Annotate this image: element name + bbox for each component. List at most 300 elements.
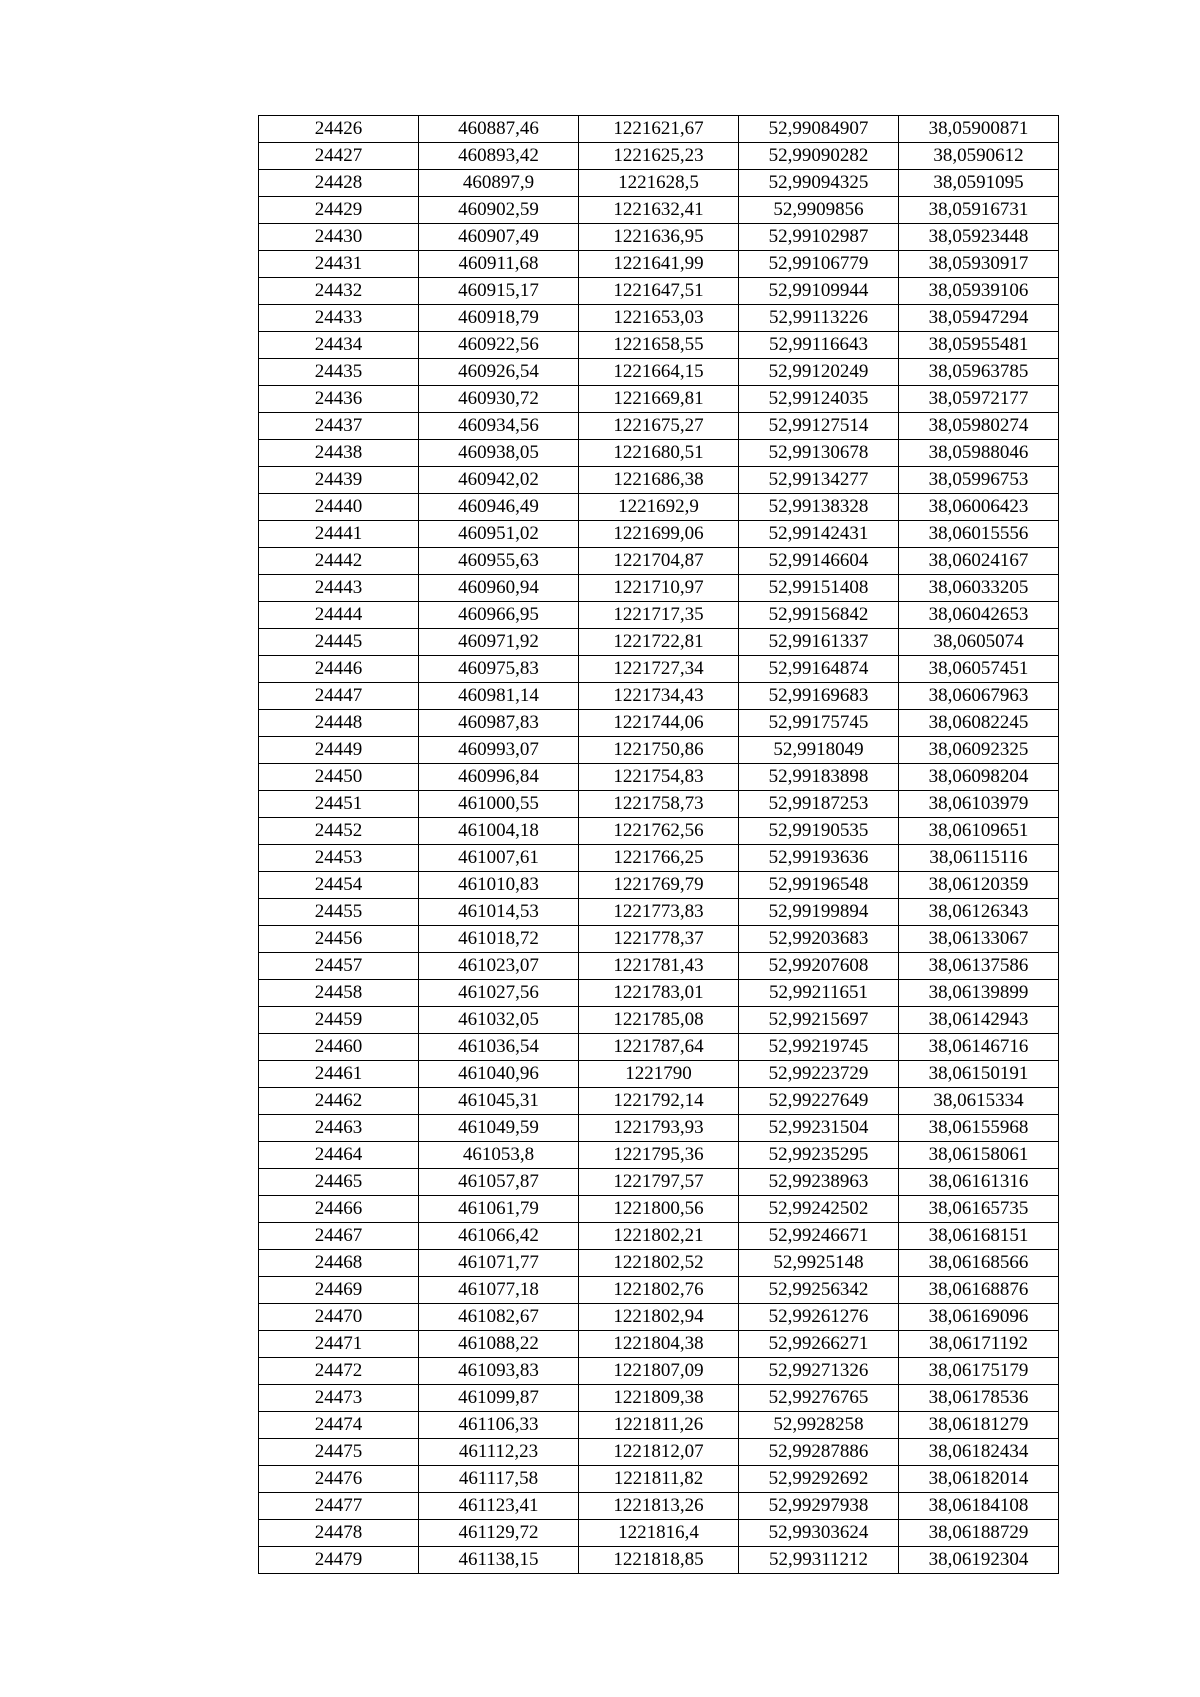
latitude-cell: 52,99219745 [739, 1034, 899, 1061]
point-number-cell: 24455 [259, 899, 419, 926]
table-row [259, 602, 1059, 629]
longitude-cell: 38,05980274 [899, 413, 1059, 440]
table-row [259, 305, 1059, 332]
point-number-cell: 24471 [259, 1331, 419, 1358]
point-number-cell: 24442 [259, 548, 419, 575]
table-row [259, 656, 1059, 683]
longitude-cell: 38,06181279 [899, 1412, 1059, 1439]
table-row [259, 1088, 1059, 1115]
table-row [259, 629, 1059, 656]
longitude-cell: 38,05930917 [899, 251, 1059, 278]
x-coordinate-cell: 461117,58 [419, 1466, 579, 1493]
latitude-cell: 52,99207608 [739, 953, 899, 980]
point-number-cell: 24431 [259, 251, 419, 278]
table-row [259, 1223, 1059, 1250]
y-coordinate-cell: 1221773,83 [579, 899, 739, 926]
x-coordinate-cell: 461018,72 [419, 926, 579, 953]
table-row [259, 1493, 1059, 1520]
table-row [259, 1466, 1059, 1493]
point-number-cell: 24475 [259, 1439, 419, 1466]
x-coordinate-cell: 460922,56 [419, 332, 579, 359]
latitude-cell: 52,99187253 [739, 791, 899, 818]
y-coordinate-cell: 1221625,23 [579, 143, 739, 170]
x-coordinate-cell: 461106,33 [419, 1412, 579, 1439]
table-row [259, 737, 1059, 764]
x-coordinate-cell: 460966,95 [419, 602, 579, 629]
point-number-cell: 24444 [259, 602, 419, 629]
x-coordinate-cell: 461053,8 [419, 1142, 579, 1169]
point-number-cell: 24469 [259, 1277, 419, 1304]
y-coordinate-cell: 1221818,85 [579, 1547, 739, 1574]
table-row [259, 440, 1059, 467]
table-body [259, 116, 1059, 1574]
point-number-cell: 24427 [259, 143, 419, 170]
x-coordinate-cell: 461027,56 [419, 980, 579, 1007]
y-coordinate-cell: 1221769,79 [579, 872, 739, 899]
y-coordinate-cell: 1221800,56 [579, 1196, 739, 1223]
longitude-cell: 38,05988046 [899, 440, 1059, 467]
table-row [259, 170, 1059, 197]
point-number-cell: 24446 [259, 656, 419, 683]
x-coordinate-cell: 460996,84 [419, 764, 579, 791]
longitude-cell: 38,0605074 [899, 629, 1059, 656]
latitude-cell: 52,99113226 [739, 305, 899, 332]
point-number-cell: 24457 [259, 953, 419, 980]
y-coordinate-cell: 1221704,87 [579, 548, 739, 575]
longitude-cell: 38,06057451 [899, 656, 1059, 683]
point-number-cell: 24443 [259, 575, 419, 602]
x-coordinate-cell: 460960,94 [419, 575, 579, 602]
x-coordinate-cell: 460915,17 [419, 278, 579, 305]
point-number-cell: 24451 [259, 791, 419, 818]
longitude-cell: 38,06184108 [899, 1493, 1059, 1520]
point-number-cell: 24458 [259, 980, 419, 1007]
table-row [259, 251, 1059, 278]
point-number-cell: 24447 [259, 683, 419, 710]
table-row [259, 1196, 1059, 1223]
latitude-cell: 52,99227649 [739, 1088, 899, 1115]
latitude-cell: 52,99102987 [739, 224, 899, 251]
y-coordinate-cell: 1221692,9 [579, 494, 739, 521]
table-row [259, 1385, 1059, 1412]
point-number-cell: 24430 [259, 224, 419, 251]
x-coordinate-cell: 461007,61 [419, 845, 579, 872]
latitude-cell: 52,99199894 [739, 899, 899, 926]
x-coordinate-cell: 460887,46 [419, 116, 579, 143]
y-coordinate-cell: 1221727,34 [579, 656, 739, 683]
y-coordinate-cell: 1221636,95 [579, 224, 739, 251]
table-row [259, 926, 1059, 953]
point-number-cell: 24426 [259, 116, 419, 143]
x-coordinate-cell: 461129,72 [419, 1520, 579, 1547]
latitude-cell: 52,99116643 [739, 332, 899, 359]
point-number-cell: 24473 [259, 1385, 419, 1412]
table-row [259, 332, 1059, 359]
longitude-cell: 38,06006423 [899, 494, 1059, 521]
table-row [259, 278, 1059, 305]
x-coordinate-cell: 461023,07 [419, 953, 579, 980]
x-coordinate-cell: 460930,72 [419, 386, 579, 413]
x-coordinate-cell: 461040,96 [419, 1061, 579, 1088]
x-coordinate-cell: 461036,54 [419, 1034, 579, 1061]
y-coordinate-cell: 1221632,41 [579, 197, 739, 224]
latitude-cell: 52,99109944 [739, 278, 899, 305]
table-row [259, 116, 1059, 143]
longitude-cell: 38,06175179 [899, 1358, 1059, 1385]
y-coordinate-cell: 1221778,37 [579, 926, 739, 953]
x-coordinate-cell: 460934,56 [419, 413, 579, 440]
y-coordinate-cell: 1221804,38 [579, 1331, 739, 1358]
longitude-cell: 38,05939106 [899, 278, 1059, 305]
longitude-cell: 38,05923448 [899, 224, 1059, 251]
latitude-cell: 52,99246671 [739, 1223, 899, 1250]
latitude-cell: 52,99203683 [739, 926, 899, 953]
point-number-cell: 24435 [259, 359, 419, 386]
y-coordinate-cell: 1221621,67 [579, 116, 739, 143]
y-coordinate-cell: 1221686,38 [579, 467, 739, 494]
longitude-cell: 38,06142943 [899, 1007, 1059, 1034]
latitude-cell: 52,99175745 [739, 710, 899, 737]
longitude-cell: 38,06139899 [899, 980, 1059, 1007]
table-row [259, 1034, 1059, 1061]
x-coordinate-cell: 460918,79 [419, 305, 579, 332]
x-coordinate-cell: 460955,63 [419, 548, 579, 575]
table-row [259, 1007, 1059, 1034]
longitude-cell: 38,05955481 [899, 332, 1059, 359]
point-number-cell: 24476 [259, 1466, 419, 1493]
table-row [259, 413, 1059, 440]
x-coordinate-cell: 461138,15 [419, 1547, 579, 1574]
table-row [259, 1547, 1059, 1574]
latitude-cell: 52,9925148 [739, 1250, 899, 1277]
longitude-cell: 38,06161316 [899, 1169, 1059, 1196]
latitude-cell: 52,99134277 [739, 467, 899, 494]
latitude-cell: 52,99138328 [739, 494, 899, 521]
table-row [259, 224, 1059, 251]
longitude-cell: 38,06168876 [899, 1277, 1059, 1304]
x-coordinate-cell: 461123,41 [419, 1493, 579, 1520]
y-coordinate-cell: 1221754,83 [579, 764, 739, 791]
table-row [259, 1304, 1059, 1331]
point-number-cell: 24449 [259, 737, 419, 764]
table-row [259, 494, 1059, 521]
y-coordinate-cell: 1221807,09 [579, 1358, 739, 1385]
y-coordinate-cell: 1221783,01 [579, 980, 739, 1007]
latitude-cell: 52,9928258 [739, 1412, 899, 1439]
longitude-cell: 38,06120359 [899, 872, 1059, 899]
longitude-cell: 38,05972177 [899, 386, 1059, 413]
point-number-cell: 24467 [259, 1223, 419, 1250]
point-number-cell: 24436 [259, 386, 419, 413]
latitude-cell: 52,99223729 [739, 1061, 899, 1088]
longitude-cell: 38,06103979 [899, 791, 1059, 818]
y-coordinate-cell: 1221785,08 [579, 1007, 739, 1034]
point-number-cell: 24461 [259, 1061, 419, 1088]
y-coordinate-cell: 1221710,97 [579, 575, 739, 602]
point-number-cell: 24441 [259, 521, 419, 548]
longitude-cell: 38,05996753 [899, 467, 1059, 494]
point-number-cell: 24460 [259, 1034, 419, 1061]
table-row [259, 683, 1059, 710]
longitude-cell: 38,06133067 [899, 926, 1059, 953]
longitude-cell: 38,06146716 [899, 1034, 1059, 1061]
longitude-cell: 38,06171192 [899, 1331, 1059, 1358]
latitude-cell: 52,99261276 [739, 1304, 899, 1331]
y-coordinate-cell: 1221795,36 [579, 1142, 739, 1169]
latitude-cell: 52,99151408 [739, 575, 899, 602]
x-coordinate-cell: 460907,49 [419, 224, 579, 251]
longitude-cell: 38,06192304 [899, 1547, 1059, 1574]
y-coordinate-cell: 1221734,43 [579, 683, 739, 710]
y-coordinate-cell: 1221680,51 [579, 440, 739, 467]
longitude-cell: 38,06168151 [899, 1223, 1059, 1250]
table-row [259, 1115, 1059, 1142]
table-row [259, 1412, 1059, 1439]
longitude-cell: 38,05947294 [899, 305, 1059, 332]
point-number-cell: 24434 [259, 332, 419, 359]
x-coordinate-cell: 461032,05 [419, 1007, 579, 1034]
point-number-cell: 24445 [259, 629, 419, 656]
point-number-cell: 24474 [259, 1412, 419, 1439]
latitude-cell: 52,99094325 [739, 170, 899, 197]
y-coordinate-cell: 1221722,81 [579, 629, 739, 656]
point-number-cell: 24470 [259, 1304, 419, 1331]
point-number-cell: 24438 [259, 440, 419, 467]
table-row [259, 1169, 1059, 1196]
y-coordinate-cell: 1221641,99 [579, 251, 739, 278]
x-coordinate-cell: 460911,68 [419, 251, 579, 278]
latitude-cell: 52,99256342 [739, 1277, 899, 1304]
x-coordinate-cell: 461045,31 [419, 1088, 579, 1115]
latitude-cell: 52,99106779 [739, 251, 899, 278]
table-row [259, 1439, 1059, 1466]
table-row [259, 899, 1059, 926]
x-coordinate-cell: 460942,02 [419, 467, 579, 494]
y-coordinate-cell: 1221802,76 [579, 1277, 739, 1304]
latitude-cell: 52,99161337 [739, 629, 899, 656]
y-coordinate-cell: 1221766,25 [579, 845, 739, 872]
longitude-cell: 38,06109651 [899, 818, 1059, 845]
longitude-cell: 38,0615334 [899, 1088, 1059, 1115]
longitude-cell: 38,05916731 [899, 197, 1059, 224]
longitude-cell: 38,06024167 [899, 548, 1059, 575]
point-number-cell: 24477 [259, 1493, 419, 1520]
longitude-cell: 38,06155968 [899, 1115, 1059, 1142]
y-coordinate-cell: 1221628,5 [579, 170, 739, 197]
x-coordinate-cell: 460975,83 [419, 656, 579, 683]
table-row [259, 548, 1059, 575]
point-number-cell: 24468 [259, 1250, 419, 1277]
x-coordinate-cell: 461093,83 [419, 1358, 579, 1385]
latitude-cell: 52,9909856 [739, 197, 899, 224]
latitude-cell: 52,99292692 [739, 1466, 899, 1493]
y-coordinate-cell: 1221811,82 [579, 1466, 739, 1493]
table-row [259, 1520, 1059, 1547]
point-number-cell: 24440 [259, 494, 419, 521]
table-row [259, 845, 1059, 872]
x-coordinate-cell: 461112,23 [419, 1439, 579, 1466]
point-number-cell: 24432 [259, 278, 419, 305]
table-row [259, 1061, 1059, 1088]
x-coordinate-cell: 461099,87 [419, 1385, 579, 1412]
latitude-cell: 52,99211651 [739, 980, 899, 1007]
x-coordinate-cell: 461061,79 [419, 1196, 579, 1223]
point-number-cell: 24452 [259, 818, 419, 845]
x-coordinate-cell: 461057,87 [419, 1169, 579, 1196]
latitude-cell: 52,99193636 [739, 845, 899, 872]
x-coordinate-cell: 461066,42 [419, 1223, 579, 1250]
longitude-cell: 38,06168566 [899, 1250, 1059, 1277]
latitude-cell: 52,99183898 [739, 764, 899, 791]
y-coordinate-cell: 1221816,4 [579, 1520, 739, 1547]
y-coordinate-cell: 1221675,27 [579, 413, 739, 440]
table-row [259, 872, 1059, 899]
longitude-cell: 38,06182014 [899, 1466, 1059, 1493]
longitude-cell: 38,06182434 [899, 1439, 1059, 1466]
latitude-cell: 52,99235295 [739, 1142, 899, 1169]
y-coordinate-cell: 1221658,55 [579, 332, 739, 359]
table-row [259, 575, 1059, 602]
longitude-cell: 38,05900871 [899, 116, 1059, 143]
x-coordinate-cell: 461004,18 [419, 818, 579, 845]
longitude-cell: 38,06098204 [899, 764, 1059, 791]
table-row [259, 1250, 1059, 1277]
point-number-cell: 24459 [259, 1007, 419, 1034]
x-coordinate-cell: 460893,42 [419, 143, 579, 170]
x-coordinate-cell: 460971,92 [419, 629, 579, 656]
longitude-cell: 38,06137586 [899, 953, 1059, 980]
table-row [259, 143, 1059, 170]
point-number-cell: 24450 [259, 764, 419, 791]
table-row [259, 1358, 1059, 1385]
y-coordinate-cell: 1221802,94 [579, 1304, 739, 1331]
longitude-cell: 38,06067963 [899, 683, 1059, 710]
y-coordinate-cell: 1221762,56 [579, 818, 739, 845]
y-coordinate-cell: 1221793,93 [579, 1115, 739, 1142]
table-row [259, 791, 1059, 818]
point-number-cell: 24472 [259, 1358, 419, 1385]
y-coordinate-cell: 1221669,81 [579, 386, 739, 413]
y-coordinate-cell: 1221809,38 [579, 1385, 739, 1412]
x-coordinate-cell: 460938,05 [419, 440, 579, 467]
x-coordinate-cell: 460993,07 [419, 737, 579, 764]
x-coordinate-cell: 460946,49 [419, 494, 579, 521]
x-coordinate-cell: 461088,22 [419, 1331, 579, 1358]
point-number-cell: 24479 [259, 1547, 419, 1574]
x-coordinate-cell: 460987,83 [419, 710, 579, 737]
table-row [259, 359, 1059, 386]
table-row [259, 467, 1059, 494]
table-row [259, 386, 1059, 413]
y-coordinate-cell: 1221797,57 [579, 1169, 739, 1196]
latitude-cell: 52,99084907 [739, 116, 899, 143]
longitude-cell: 38,06178536 [899, 1385, 1059, 1412]
y-coordinate-cell: 1221647,51 [579, 278, 739, 305]
latitude-cell: 52,99297938 [739, 1493, 899, 1520]
x-coordinate-cell: 461000,55 [419, 791, 579, 818]
y-coordinate-cell: 1221792,14 [579, 1088, 739, 1115]
longitude-cell: 38,06150191 [899, 1061, 1059, 1088]
latitude-cell: 52,99156842 [739, 602, 899, 629]
table-row [259, 980, 1059, 1007]
y-coordinate-cell: 1221812,07 [579, 1439, 739, 1466]
point-number-cell: 24462 [259, 1088, 419, 1115]
table-row [259, 521, 1059, 548]
longitude-cell: 38,05963785 [899, 359, 1059, 386]
y-coordinate-cell: 1221664,15 [579, 359, 739, 386]
y-coordinate-cell: 1221802,52 [579, 1250, 739, 1277]
latitude-cell: 52,99146604 [739, 548, 899, 575]
table-row [259, 1142, 1059, 1169]
y-coordinate-cell: 1221813,26 [579, 1493, 739, 1520]
table-row [259, 197, 1059, 224]
x-coordinate-cell: 460926,54 [419, 359, 579, 386]
y-coordinate-cell: 1221653,03 [579, 305, 739, 332]
y-coordinate-cell: 1221699,06 [579, 521, 739, 548]
longitude-cell: 38,06158061 [899, 1142, 1059, 1169]
table-row [259, 764, 1059, 791]
x-coordinate-cell: 460902,59 [419, 197, 579, 224]
x-coordinate-cell: 460981,14 [419, 683, 579, 710]
longitude-cell: 38,06015556 [899, 521, 1059, 548]
latitude-cell: 52,99169683 [739, 683, 899, 710]
point-number-cell: 24429 [259, 197, 419, 224]
longitude-cell: 38,0591095 [899, 170, 1059, 197]
y-coordinate-cell: 1221744,06 [579, 710, 739, 737]
longitude-cell: 38,06126343 [899, 899, 1059, 926]
x-coordinate-cell: 460897,9 [419, 170, 579, 197]
latitude-cell: 52,99215697 [739, 1007, 899, 1034]
x-coordinate-cell: 460951,02 [419, 521, 579, 548]
table-row [259, 953, 1059, 980]
point-number-cell: 24464 [259, 1142, 419, 1169]
latitude-cell: 52,99303624 [739, 1520, 899, 1547]
latitude-cell: 52,99196548 [739, 872, 899, 899]
table-row [259, 1331, 1059, 1358]
latitude-cell: 52,99124035 [739, 386, 899, 413]
point-number-cell: 24466 [259, 1196, 419, 1223]
latitude-cell: 52,9918049 [739, 737, 899, 764]
longitude-cell: 38,06082245 [899, 710, 1059, 737]
longitude-cell: 38,06092325 [899, 737, 1059, 764]
longitude-cell: 38,06033205 [899, 575, 1059, 602]
latitude-cell: 52,99130678 [739, 440, 899, 467]
y-coordinate-cell: 1221717,35 [579, 602, 739, 629]
x-coordinate-cell: 461014,53 [419, 899, 579, 926]
point-number-cell: 24428 [259, 170, 419, 197]
x-coordinate-cell: 461077,18 [419, 1277, 579, 1304]
x-coordinate-cell: 461071,77 [419, 1250, 579, 1277]
x-coordinate-cell: 461010,83 [419, 872, 579, 899]
point-number-cell: 24453 [259, 845, 419, 872]
table-row [259, 818, 1059, 845]
x-coordinate-cell: 461082,67 [419, 1304, 579, 1331]
longitude-cell: 38,06188729 [899, 1520, 1059, 1547]
latitude-cell: 52,99311212 [739, 1547, 899, 1574]
point-number-cell: 24454 [259, 872, 419, 899]
latitude-cell: 52,99120249 [739, 359, 899, 386]
point-number-cell: 24465 [259, 1169, 419, 1196]
y-coordinate-cell: 1221781,43 [579, 953, 739, 980]
point-number-cell: 24478 [259, 1520, 419, 1547]
latitude-cell: 52,99090282 [739, 143, 899, 170]
x-coordinate-cell: 461049,59 [419, 1115, 579, 1142]
y-coordinate-cell: 1221750,86 [579, 737, 739, 764]
longitude-cell: 38,06115116 [899, 845, 1059, 872]
point-number-cell: 24433 [259, 305, 419, 332]
coordinates-table [258, 115, 1059, 1574]
point-number-cell: 24439 [259, 467, 419, 494]
